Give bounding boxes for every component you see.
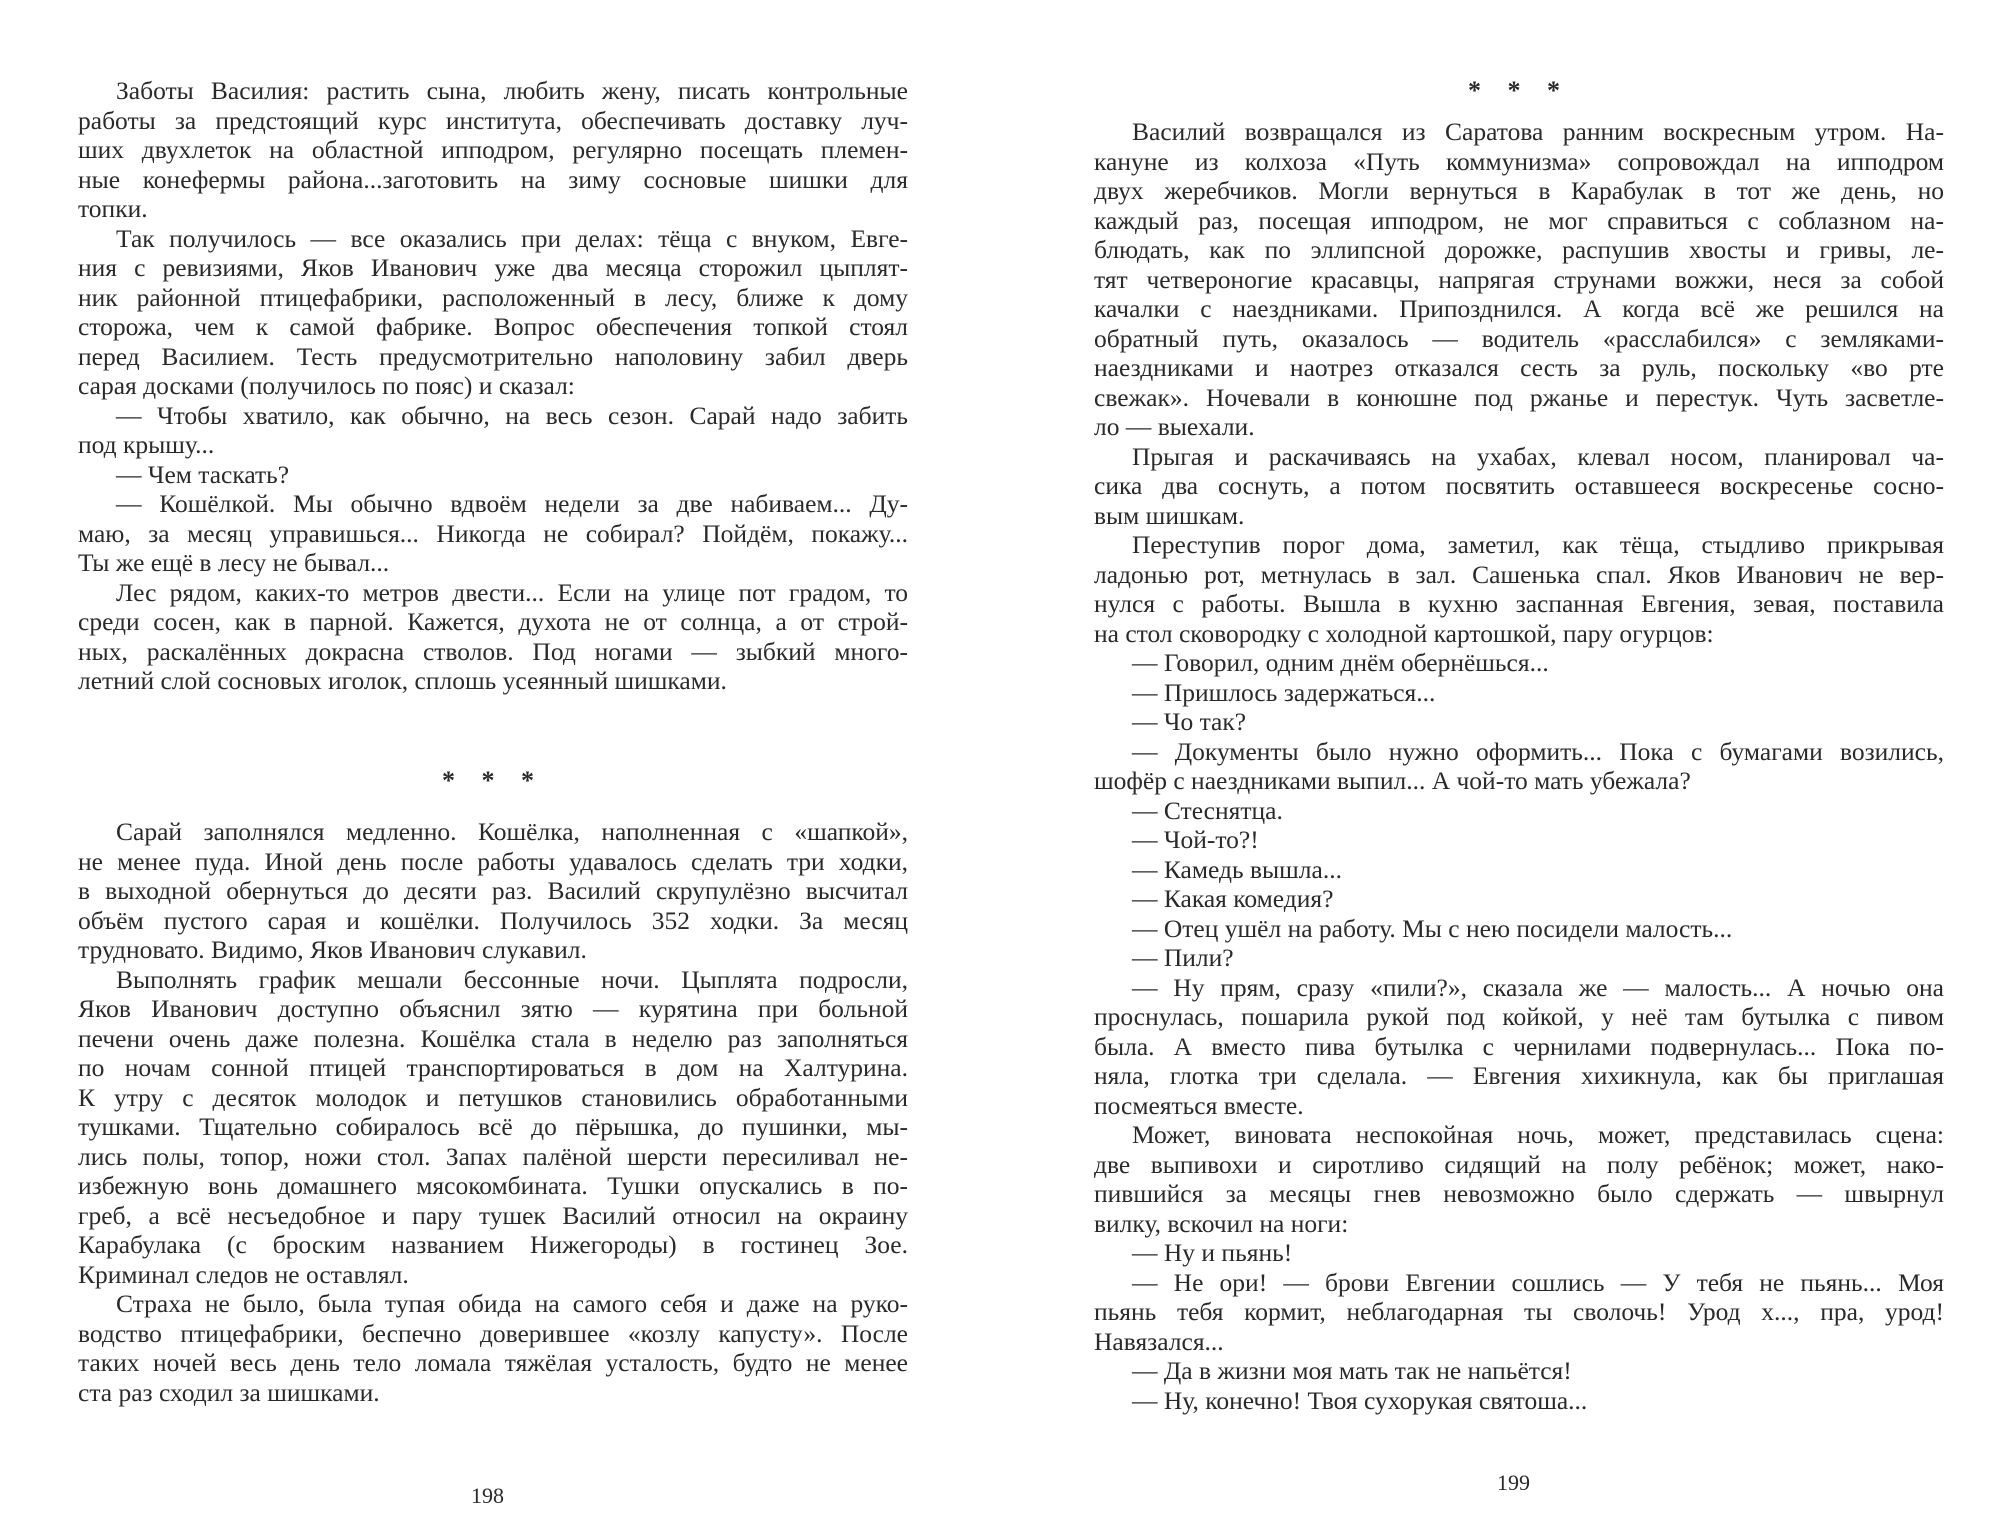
text-line: сторожа, чем к самой фабрике. Вопрос обеспечения топкой стоял xyxy=(78,312,908,341)
text-line: лись полы, топор, ножи стол. Запах палёной шерсти пересиливал не- xyxy=(78,1141,908,1171)
text-line: ных, раскалённых докрасна стволов. Под ногами — зыбкий много- xyxy=(78,636,908,666)
text-line: свежак». Ночевали в конюшне под ржанье и перестук. Чуть засветле- xyxy=(1094,382,1944,412)
text-line: Ты же ещё в лесу не бывал... xyxy=(78,548,390,577)
text-line: Прыгая и раскачиваясь на ухабах, клевал носом, планировал ча- xyxy=(1132,441,1944,471)
text-line: качалки с наездниками. Припозднился. А когда всё же решился на xyxy=(1094,294,1944,323)
text-line: наездниками и наотрез отказался сесть за руль, поскольку «во рте xyxy=(1094,353,1944,382)
text-line: — Не ори! — брови Евгении сошлись — У тебя не пьянь... Моя xyxy=(1132,1267,1944,1297)
text-line: две выпивохи и сиротливо сидящий на полу ребёнок; может, нако- xyxy=(1094,1149,1944,1179)
text-line: тушками. Тщательно собиралось всё до пёрышка, до пушинки, мы- xyxy=(78,1112,908,1141)
text-line: Карабулака (с броским названием Нижегороды) в гостинец Зое. xyxy=(78,1230,908,1259)
text-line: пившийся за месяцы гнев невозможно было сдержать — швырнул xyxy=(1094,1179,1944,1208)
text-line: избежную вонь домашнего мясокомбината. Тушки опускались в по- xyxy=(78,1171,908,1200)
text-line: — Стеснятца. xyxy=(1132,795,1283,825)
text-line: обратный путь, оказалось — водитель «расслабился» с земляками- xyxy=(1094,323,1944,353)
text-line: ста раз сходил за шишками. xyxy=(78,1377,380,1407)
text-line: Заботы Василия: растить сына, любить жену, писать контрольные xyxy=(116,76,908,105)
text-line: не менее пуда. Иной день после работы удавалось сделать три ходки, xyxy=(78,846,908,876)
text-line: — Чо так? xyxy=(1132,707,1247,736)
text-line: блюдать, как по эллипсной дорожке, распушив хвосты и гривы, ле- xyxy=(1094,235,1944,264)
text-line: вым шишкам. xyxy=(1094,500,1245,530)
text-line: топки. xyxy=(78,194,148,223)
text-line: объём пустого сарая и кошёлки. Получилось 352 ходки. За месяц xyxy=(78,905,908,935)
text-line: пьянь тебя кормит, неблагодарная ты сволочь! Урод х..., пра, урод! xyxy=(1094,1297,1944,1326)
text-line: няла, глотка три сделала. — Евгения хихикнула, как бы приглашая xyxy=(1094,1061,1944,1090)
section-separator: * * * xyxy=(442,766,544,795)
text-line: посмеяться вместе. xyxy=(1094,1090,1304,1120)
text-line: ные конефермы района...заготовить на зиму сосновые шишки для xyxy=(78,164,908,194)
text-line: под крышу... xyxy=(78,430,215,459)
text-line: — Пили? xyxy=(1132,943,1234,972)
text-line: ния с ревизиями, Яков Иванович уже два месяца сторожил цыплят- xyxy=(78,253,908,282)
text-line: маю, за месяц управишься... Никогда не собирал? Пойдём, покажу... xyxy=(78,518,908,548)
text-line: двух жеребчиков. Могли вернуться в Карабулак в тот же день, но xyxy=(1094,176,1944,205)
text-line: ладонью рот, метнулась в зал. Сашенька спал. Яков Иванович не вер- xyxy=(1094,559,1944,589)
right-text-block-1 xyxy=(1094,117,1944,1415)
text-line: греб, а всё несъедобное и пару тушек Василий относил на окраину xyxy=(78,1200,908,1230)
text-line: сика два соснуть, а потом посвятить оставшееся воскресенье сосно- xyxy=(1094,471,1944,500)
text-line: Переступив порог дома, заметил, как тёща, стыдливо прикрывая xyxy=(1132,530,1944,559)
text-line: в выходной обернуться до десяти раз. Василий скрупулёзно высчитал xyxy=(78,876,908,905)
text-line: по ночам сонной птицей транспортироваться в дом на Халтурина. xyxy=(78,1053,908,1082)
text-line: Криминал следов не оставлял. xyxy=(78,1259,409,1289)
left-text-block-1 xyxy=(78,76,908,696)
text-line: Может, виновата неспокойная ночь, может, представилась сцена: xyxy=(1132,1120,1944,1149)
text-line: — Да в жизни моя мать так не напьётся! xyxy=(1132,1356,1572,1385)
text-line: — Ну прям, сразу «пили?», сказала же — малость... А ночью она xyxy=(1132,972,1944,1002)
text-line: Навязался... xyxy=(1094,1326,1224,1356)
text-line: Сарай заполнялся медленно. Кошёлка, наполненная с «шапкой», xyxy=(116,817,908,846)
text-line: Лес рядом, каких-то метров двести... Если на улице пот градом, то xyxy=(116,577,908,607)
text-line: — Говорил, одним днём обернёшься... xyxy=(1132,648,1549,677)
text-line: Василий возвращался из Саратова ранним воскресным утром. На- xyxy=(1132,117,1944,146)
text-line: — Ну, конечно! Твоя сухорукая святоша... xyxy=(1132,1385,1588,1415)
text-line: сарая досками (получилось по пояс) и сказал: xyxy=(78,371,575,400)
text-line: нулся с работы. Вышла в кухню заспанная Евгения, зевая, поставила xyxy=(1094,589,1944,618)
text-line: вилку, вскочил на ноги: xyxy=(1094,1208,1349,1238)
text-line: каждый раз, посещая ипподром, не мог справиться с соблазном на- xyxy=(1094,205,1944,235)
text-line: была. А вместо пива бутылка с чернилами подвернулась... Пока по- xyxy=(1094,1031,1944,1061)
text-line: — Документы было нужно оформить... Пока с бумагами возились, xyxy=(1132,736,1944,766)
text-line: ших двухлеток на областной ипподром, регулярно посещать племен- xyxy=(78,135,908,164)
text-line: Так получилось — все оказались при делах: тёща с внуком, Евге- xyxy=(116,223,908,253)
text-line: трудновато. Видимо, Яков Иванович слукавил. xyxy=(78,935,587,964)
text-line: — Кошёлкой. Мы обычно вдвоём недели за две набиваем... Ду- xyxy=(116,489,908,518)
text-line: тят четвероногие красавцы, напрягая струнами вожжи, неся за собой xyxy=(1094,264,1944,294)
text-line: — Отец ушёл на работу. Мы с нею посидели малость... xyxy=(1132,913,1733,943)
text-line: Выполнять график мешали бессонные ночи. Цыплята подросли, xyxy=(116,964,908,994)
text-line: ник районной птицефабрики, расположенный в лесу, ближе к дому xyxy=(78,282,908,312)
section-separator: * * * xyxy=(1468,76,1570,105)
text-line: — Чем таскать? xyxy=(116,459,290,489)
page-number: 198 xyxy=(471,1483,504,1508)
text-line: — Камедь вышла... xyxy=(1132,854,1342,884)
text-line: — Пришлось задержаться... xyxy=(1132,677,1436,707)
text-line: таких ночей весь день тело ломала тяжёлая усталость, будто не менее xyxy=(78,1348,908,1377)
text-line: на стол сковородку с холодной картошкой, пару огурцов: xyxy=(1094,618,1714,648)
text-line: — Чтобы хватило, как обычно, на весь сезон. Сарай надо забить xyxy=(116,400,908,430)
text-line: кануне из колхоза «Путь коммунизма» сопровождал на ипподром xyxy=(1094,146,1944,176)
text-line: Яков Иванович доступно объяснил зятю — курятина при больной xyxy=(78,994,908,1023)
left-text-block-2 xyxy=(78,817,908,1407)
page-number: 199 xyxy=(1497,1470,1530,1495)
text-line: ло — выехали. xyxy=(1094,412,1255,441)
text-line: — Какая комедия? xyxy=(1132,884,1334,913)
text-line: шофёр с наездниками выпил... А чой-то мать убежала? xyxy=(1094,766,1691,795)
text-line: проснулась, пошарила рукой под койкой, у неё там бутылка с пивом xyxy=(1094,1002,1944,1031)
text-line: — Чой-то?! xyxy=(1132,825,1259,854)
text-line: перед Василием. Тесть предусмотрительно наполовину забил дверь xyxy=(78,341,908,371)
text-line: работы за предстоящий курс института, обеспечивать доставку луч- xyxy=(78,105,908,135)
text-line: летний слой сосновых иголок, сплошь усеянный шишками. xyxy=(78,666,727,695)
text-line: К утру с десяток молодок и петушков становились обработанными xyxy=(78,1082,908,1112)
text-line: водство птицефабрики, беспечно доверившее «козлу капусту». После xyxy=(78,1318,908,1348)
text-line: Страха не было, была тупая обида на самого себя и даже на руко- xyxy=(116,1289,908,1318)
text-line: среди сосен, как в парной. Кажется, духота не от солнца, а от строй- xyxy=(78,607,908,636)
text-line: — Ну и пьянь! xyxy=(1132,1238,1293,1267)
text-line: печени очень даже полезна. Кошёлка стала в неделю раз заполняться xyxy=(78,1023,908,1053)
